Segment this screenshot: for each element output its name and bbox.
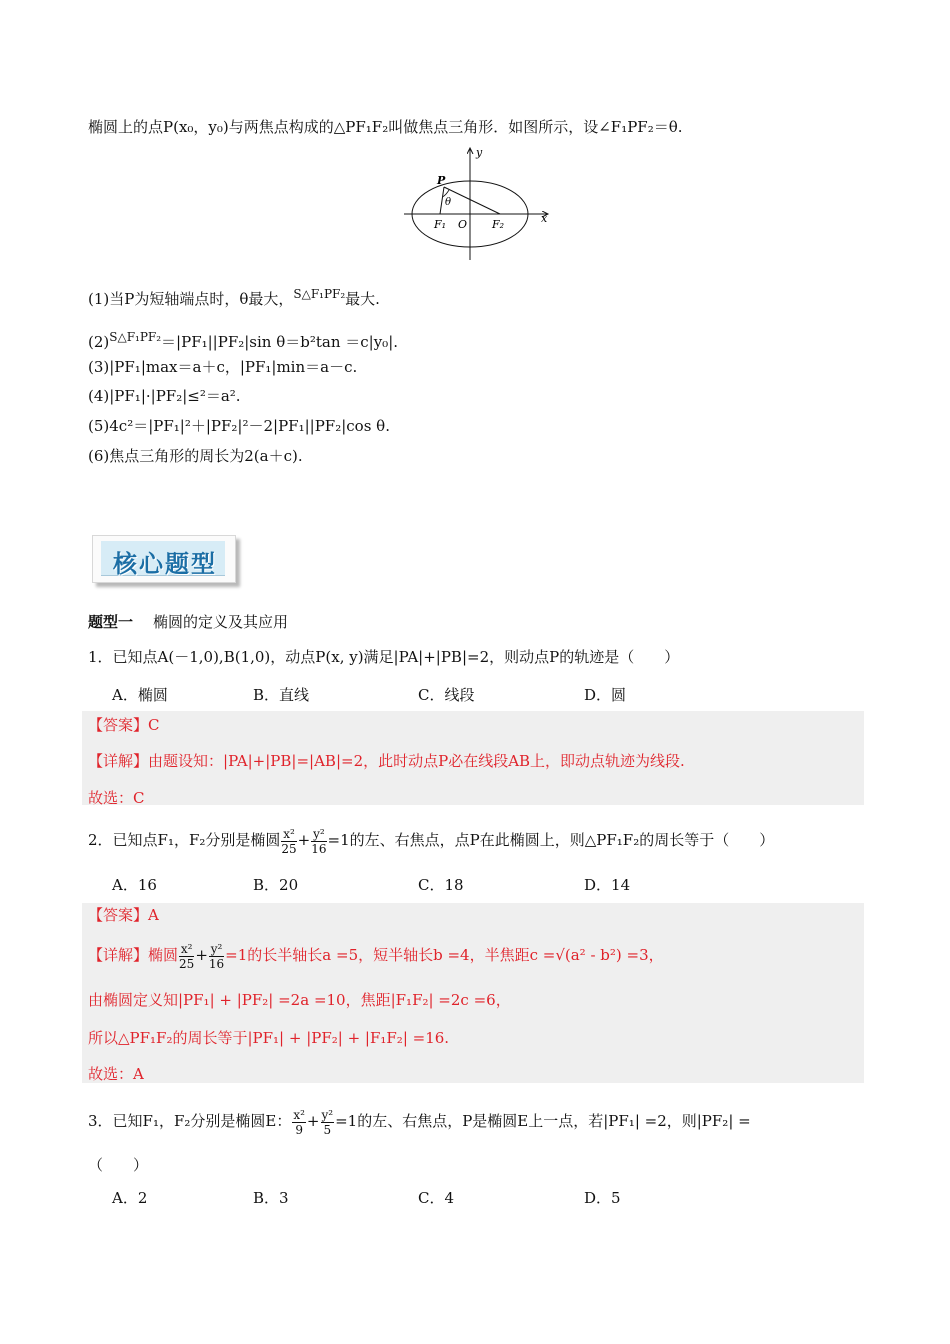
q2-option-c[interactable]: C．18 xyxy=(418,876,464,894)
q2-option-b[interactable]: B．20 xyxy=(253,876,299,894)
q2-conclusion: 故选：A xyxy=(88,1065,144,1083)
label-y: y xyxy=(476,146,483,159)
banner-title: 核心题型 xyxy=(113,549,217,578)
q3-stem-paren: （ ） xyxy=(88,1156,149,1174)
q3-stem: 3．已知F₁，F₂分别是椭圆E： $\frac{\text{x²}}{9}$ + $\frac{\text{y²}}{5}$ =1的左、右焦点，P是椭圆E上一点，若|PF₁| =2，则|PF₂| = xyxy=(88,1107,751,1137)
segment-PF2 xyxy=(444,187,500,214)
q3-option-c[interactable]: C．4 xyxy=(418,1189,455,1207)
q1-option-d[interactable]: D．圆 xyxy=(584,686,627,704)
q2-stem: 2．已知点F₁，F₂分别是椭圆 $\frac{\text{x²}}{25}$ + $\frac{\text{y²}}{16}$ =1的左、右焦点，点P在此椭圆上，则△PF₁F₂的周长等于（ ） xyxy=(88,826,775,856)
label-O: O xyxy=(458,218,468,231)
q3-option-d[interactable]: D．5 xyxy=(584,1189,621,1207)
segment-PF1 xyxy=(440,187,444,214)
q2-detail-3: 所以△PF₁F₂的周长等于|PF₁| + |PF₂| + |F₁F₂| =16. xyxy=(88,1029,450,1047)
section-title: 椭圆的定义及其应用 xyxy=(153,613,289,631)
label-x: x xyxy=(541,212,548,225)
property-2: $(2)^{S\triangle F_1PF_2}=|PF_1||PF_2|\sin$ θ＝b²tan ＝c|y₀|. xyxy=(88,330,399,351)
q2-answer: 【答案】A xyxy=(88,906,159,924)
q1-answer: 【答案】C xyxy=(88,716,160,734)
label-F1: F₁ xyxy=(434,218,447,231)
property-3: (3)|PF₁|max＝a＋c，|PF₁|min＝a－c. xyxy=(88,358,358,376)
q1-option-b[interactable]: B．直线 xyxy=(253,686,310,704)
q2-detail-2: 由椭圆定义知|PF₁| + |PF₂| =2a =10，焦距|F₁F₂| =2c =6， xyxy=(88,991,511,1009)
q2-detail-1: 【详解】椭圆 $\frac{\text{x²}}{25}$ + $\frac{\text{y²}}{16}$ =1的长半轴长a =5，短半轴长b =4，半焦距c =√(a² - b²) =3， xyxy=(88,941,664,971)
q1-option-c[interactable]: C．线段 xyxy=(418,686,475,704)
q2-option-a[interactable]: A．16 xyxy=(112,876,157,894)
q1-option-a[interactable]: A．椭圆 xyxy=(112,686,168,704)
label-F2: F₂ xyxy=(492,218,505,231)
label-P: P xyxy=(437,174,446,187)
q2-option-d[interactable]: D．14 xyxy=(584,876,631,894)
label-theta: θ xyxy=(445,197,452,208)
property-1: (1)当P为短轴端点时，θ最大，$^{S\triangle F_1PF_2}$最大. xyxy=(88,287,380,308)
q3-option-a[interactable]: A．2 xyxy=(112,1189,148,1207)
ellipse-figure xyxy=(400,142,560,262)
intro-text: 椭圆上的点P(x₀，y₀)与两焦点构成的△PF₁F₂叫做焦点三角形．如图所示，设∠F₁PF₂＝θ. xyxy=(88,118,683,136)
q1-stem: 1．已知点A(－1,0),B(1,0)，动点P(x, y)满足|PA|+|PB|=2，则动点P的轨迹是（ ） xyxy=(88,648,680,666)
core-topic-banner xyxy=(92,535,236,583)
q1-conclusion: 故选：C xyxy=(88,789,145,807)
q1-detail: 【详解】由题设知：|PA|+|PB|=|AB|=2，此时动点P必在线段AB上，即动点轨迹为线段. xyxy=(88,752,685,770)
section-heading xyxy=(88,612,288,632)
property-5: (5)4c²＝|PF₁|²＋|PF₂|²－2|PF₁||PF₂|cos θ. xyxy=(88,417,390,435)
q3-option-b[interactable]: B．3 xyxy=(253,1189,289,1207)
section-label: 题型一 xyxy=(88,613,134,631)
property-4: (4)|PF₁|·|PF₂|≤²＝a². xyxy=(88,387,241,405)
property-6: (6)焦点三角形的周长为2(a＋c). xyxy=(88,447,303,465)
